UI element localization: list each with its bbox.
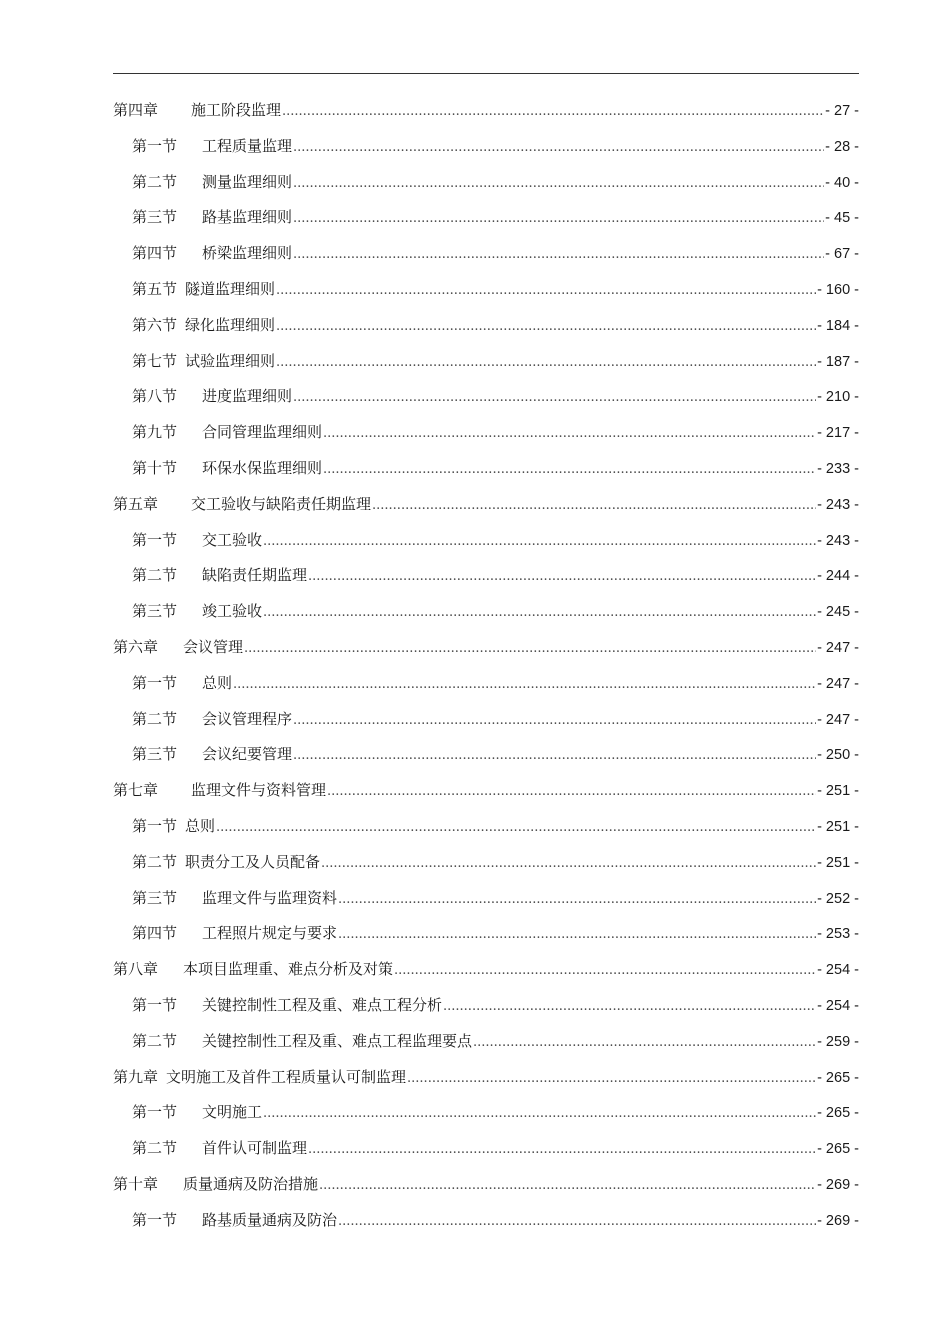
dot-leader xyxy=(293,237,824,273)
toc-number: 第四节 xyxy=(132,244,178,263)
toc-title: 关键控制性工程及重、难点工程分析 xyxy=(202,995,443,1014)
toc-page-number: - 265 - xyxy=(817,1105,859,1122)
toc-page-number: - 251 - xyxy=(817,854,859,871)
toc-title: 路基监理细则 xyxy=(202,208,293,227)
dot-leader xyxy=(323,416,816,452)
toc-entry-chapter-6[interactable] xyxy=(113,630,859,666)
dot-leader xyxy=(276,309,816,345)
toc-entry-section[interactable] xyxy=(113,379,859,415)
toc-number: 第一节 xyxy=(132,995,178,1014)
toc-page-number: - 265 - xyxy=(817,1069,859,1086)
toc-page-number: - 28 - xyxy=(825,138,859,155)
toc-number: 第三节 xyxy=(132,888,178,907)
dot-leader xyxy=(293,380,816,416)
toc-number: 第三节 xyxy=(132,208,178,227)
toc-page-number: - 269 - xyxy=(817,1212,859,1229)
toc-title: 环保水保监理细则 xyxy=(202,458,323,477)
toc-page-number: - 243 - xyxy=(817,496,859,513)
dot-leader xyxy=(338,917,816,953)
toc-entry-section[interactable] xyxy=(113,236,859,272)
toc-number: 第二节 xyxy=(132,852,178,871)
toc-number: 第七章 xyxy=(113,781,159,800)
toc-entry-section[interactable] xyxy=(113,916,859,952)
table-of-contents xyxy=(113,93,859,1239)
toc-number: 第八节 xyxy=(132,387,178,406)
dot-leader xyxy=(319,1168,816,1204)
dot-leader xyxy=(338,1204,816,1240)
toc-title: 总则 xyxy=(202,673,233,692)
toc-title: 测量监理细则 xyxy=(202,172,293,191)
dot-leader xyxy=(263,1096,816,1132)
toc-title: 监理文件与资料管理 xyxy=(191,781,327,800)
dot-leader xyxy=(407,1061,816,1097)
toc-title: 试验监理细则 xyxy=(185,351,276,370)
toc-entry-section[interactable] xyxy=(113,523,859,559)
toc-entry-section[interactable] xyxy=(113,415,859,451)
toc-title: 缺陷责任期监理 xyxy=(202,566,308,585)
toc-number: 第四节 xyxy=(132,924,178,943)
toc-number: 第七节 xyxy=(132,351,178,370)
header-rule xyxy=(113,73,859,74)
toc-entry-section[interactable] xyxy=(113,308,859,344)
toc-number: 第一节 xyxy=(132,1103,178,1122)
toc-page-number: - 184 - xyxy=(817,317,859,334)
toc-page-number: - 254 - xyxy=(817,962,859,979)
toc-number: 第十章 xyxy=(113,1174,159,1193)
toc-number: 第二节 xyxy=(132,172,178,191)
toc-entry-section[interactable] xyxy=(113,344,859,380)
toc-title: 文明施工 xyxy=(202,1103,263,1122)
toc-title: 监理文件与监理资料 xyxy=(202,888,338,907)
toc-entry-section[interactable] xyxy=(113,594,859,630)
toc-number: 第三节 xyxy=(132,745,178,764)
toc-page-number: - 247 - xyxy=(817,639,859,656)
dot-leader xyxy=(293,166,824,202)
toc-page-number: - 252 - xyxy=(817,890,859,907)
toc-entry-chapter-9[interactable] xyxy=(113,1060,859,1096)
toc-entry-chapter-10[interactable] xyxy=(113,1167,859,1203)
toc-page-number: - 250 - xyxy=(817,747,859,764)
toc-page-number: - 254 - xyxy=(817,997,859,1014)
toc-number: 第三节 xyxy=(132,602,178,621)
toc-entry-section[interactable] xyxy=(113,1095,859,1131)
toc-entry-section[interactable] xyxy=(113,200,859,236)
toc-title: 施工阶段监理 xyxy=(191,101,282,119)
toc-title: 工程质量监理 xyxy=(202,136,293,155)
dot-leader xyxy=(293,201,824,237)
toc-page-number: - 160 - xyxy=(817,281,859,298)
dot-leader xyxy=(293,130,824,166)
dot-leader xyxy=(394,953,816,989)
toc-entry-section[interactable] xyxy=(113,809,859,845)
toc-number: 第五节 xyxy=(132,279,178,298)
dot-leader xyxy=(327,774,816,810)
toc-title: 关键控制性工程及重、难点工程监理要点 xyxy=(202,1031,473,1050)
dot-leader xyxy=(293,703,816,739)
toc-page-number: - 247 - xyxy=(817,675,859,692)
dot-leader xyxy=(308,559,816,595)
toc-page-number: - 243 - xyxy=(817,532,859,549)
toc-page-number: - 269 - xyxy=(817,1176,859,1193)
toc-page-number: - 244 - xyxy=(817,568,859,585)
toc-number: 第一节 xyxy=(132,673,178,692)
toc-entry-section[interactable] xyxy=(113,1024,859,1060)
toc-title: 会议管理程序 xyxy=(202,709,293,728)
toc-entry-chapter-4[interactable] xyxy=(113,93,859,129)
dot-leader xyxy=(321,846,816,882)
dot-leader xyxy=(372,488,816,524)
toc-title: 交工验收 xyxy=(202,530,263,549)
dot-leader xyxy=(282,94,824,130)
dot-leader xyxy=(276,345,816,381)
toc-page-number: - 45 - xyxy=(825,210,859,227)
toc-number: 第六节 xyxy=(132,315,178,334)
toc-title: 进度监理细则 xyxy=(202,387,293,406)
toc-page-number: - 253 - xyxy=(817,926,859,943)
toc-number: 第九章 xyxy=(113,1067,159,1086)
toc-page-number: - 27 - xyxy=(825,103,859,119)
toc-number: 第二节 xyxy=(132,1031,178,1050)
toc-entry-chapter-5[interactable] xyxy=(113,487,859,523)
toc-title: 职责分工及人员配备 xyxy=(185,852,321,871)
toc-number: 第九节 xyxy=(132,423,178,442)
toc-page-number: - 233 - xyxy=(817,460,859,477)
toc-entry-section[interactable] xyxy=(113,1131,859,1167)
toc-number: 第六章 xyxy=(113,637,159,656)
toc-number: 第十节 xyxy=(132,458,178,477)
toc-page-number: - 259 - xyxy=(817,1033,859,1050)
dot-leader xyxy=(308,1132,816,1168)
toc-entry-section[interactable] xyxy=(113,702,859,738)
toc-title: 会议管理 xyxy=(183,637,244,656)
toc-entry-section[interactable] xyxy=(113,881,859,917)
dot-leader xyxy=(263,524,816,560)
toc-entry-section[interactable] xyxy=(113,165,859,201)
toc-title: 隧道监理细则 xyxy=(185,279,276,298)
toc-page-number: - 40 - xyxy=(825,174,859,191)
toc-title: 首件认可制监理 xyxy=(202,1139,308,1158)
toc-number: 第二节 xyxy=(132,1139,178,1158)
toc-page-number: - 247 - xyxy=(817,711,859,728)
toc-number: 第二节 xyxy=(132,709,178,728)
toc-page-number: - 67 - xyxy=(825,246,859,263)
dot-leader xyxy=(293,738,816,774)
toc-number: 第八章 xyxy=(113,960,159,979)
toc-entry-section[interactable] xyxy=(113,272,859,308)
toc-title: 桥梁监理细则 xyxy=(202,244,293,263)
toc-page-number: - 251 - xyxy=(817,818,859,835)
dot-leader xyxy=(244,631,816,667)
toc-entry-section[interactable] xyxy=(113,666,859,702)
toc-title: 文明施工及首件工程质量认可制监理 xyxy=(166,1067,407,1086)
dot-leader xyxy=(276,273,816,309)
dot-leader xyxy=(338,882,816,918)
toc-entry-section[interactable] xyxy=(113,988,859,1024)
dot-leader xyxy=(263,595,816,631)
dot-leader xyxy=(233,667,816,703)
toc-number: 第五章 xyxy=(113,494,159,513)
toc-entry-section[interactable] xyxy=(113,737,859,773)
toc-number: 第二节 xyxy=(132,566,178,585)
toc-title: 合同管理监理细则 xyxy=(202,423,323,442)
toc-entry-section[interactable] xyxy=(113,1203,859,1239)
toc-entry-chapter-7[interactable] xyxy=(113,773,859,809)
dot-leader xyxy=(443,989,816,1025)
toc-title: 工程照片规定与要求 xyxy=(202,924,338,943)
toc-title: 本项目监理重、难点分析及对策 xyxy=(183,960,394,979)
toc-page-number: - 187 - xyxy=(817,353,859,370)
toc-number: 第一节 xyxy=(132,816,178,835)
toc-number: 第一节 xyxy=(132,136,178,155)
toc-entry-chapter-8[interactable] xyxy=(113,952,859,988)
toc-page-number: - 245 - xyxy=(817,604,859,621)
toc-title: 会议纪要管理 xyxy=(202,745,293,764)
toc-number: 第四章 xyxy=(113,101,159,119)
toc-title: 总则 xyxy=(185,816,216,835)
dot-leader xyxy=(216,810,816,846)
toc-number: 第一节 xyxy=(132,1210,178,1229)
toc-entry-section[interactable] xyxy=(113,845,859,881)
toc-page-number: - 210 - xyxy=(817,389,859,406)
dot-leader xyxy=(323,452,816,488)
dot-leader xyxy=(473,1025,816,1061)
toc-page-number: - 251 - xyxy=(817,783,859,800)
toc-title: 质量通病及防治措施 xyxy=(183,1174,319,1193)
toc-entry-section[interactable] xyxy=(113,558,859,594)
toc-entry-section[interactable] xyxy=(113,129,859,165)
toc-page-number: - 217 - xyxy=(817,425,859,442)
toc-title: 绿化监理细则 xyxy=(185,315,276,334)
toc-title: 路基质量通病及防治 xyxy=(202,1210,338,1229)
toc-page-number: - 265 - xyxy=(817,1141,859,1158)
toc-number: 第一节 xyxy=(132,530,178,549)
toc-entry-section[interactable] xyxy=(113,451,859,487)
toc-title: 交工验收与缺陷责任期监理 xyxy=(191,494,372,513)
toc-title: 竣工验收 xyxy=(202,602,263,621)
